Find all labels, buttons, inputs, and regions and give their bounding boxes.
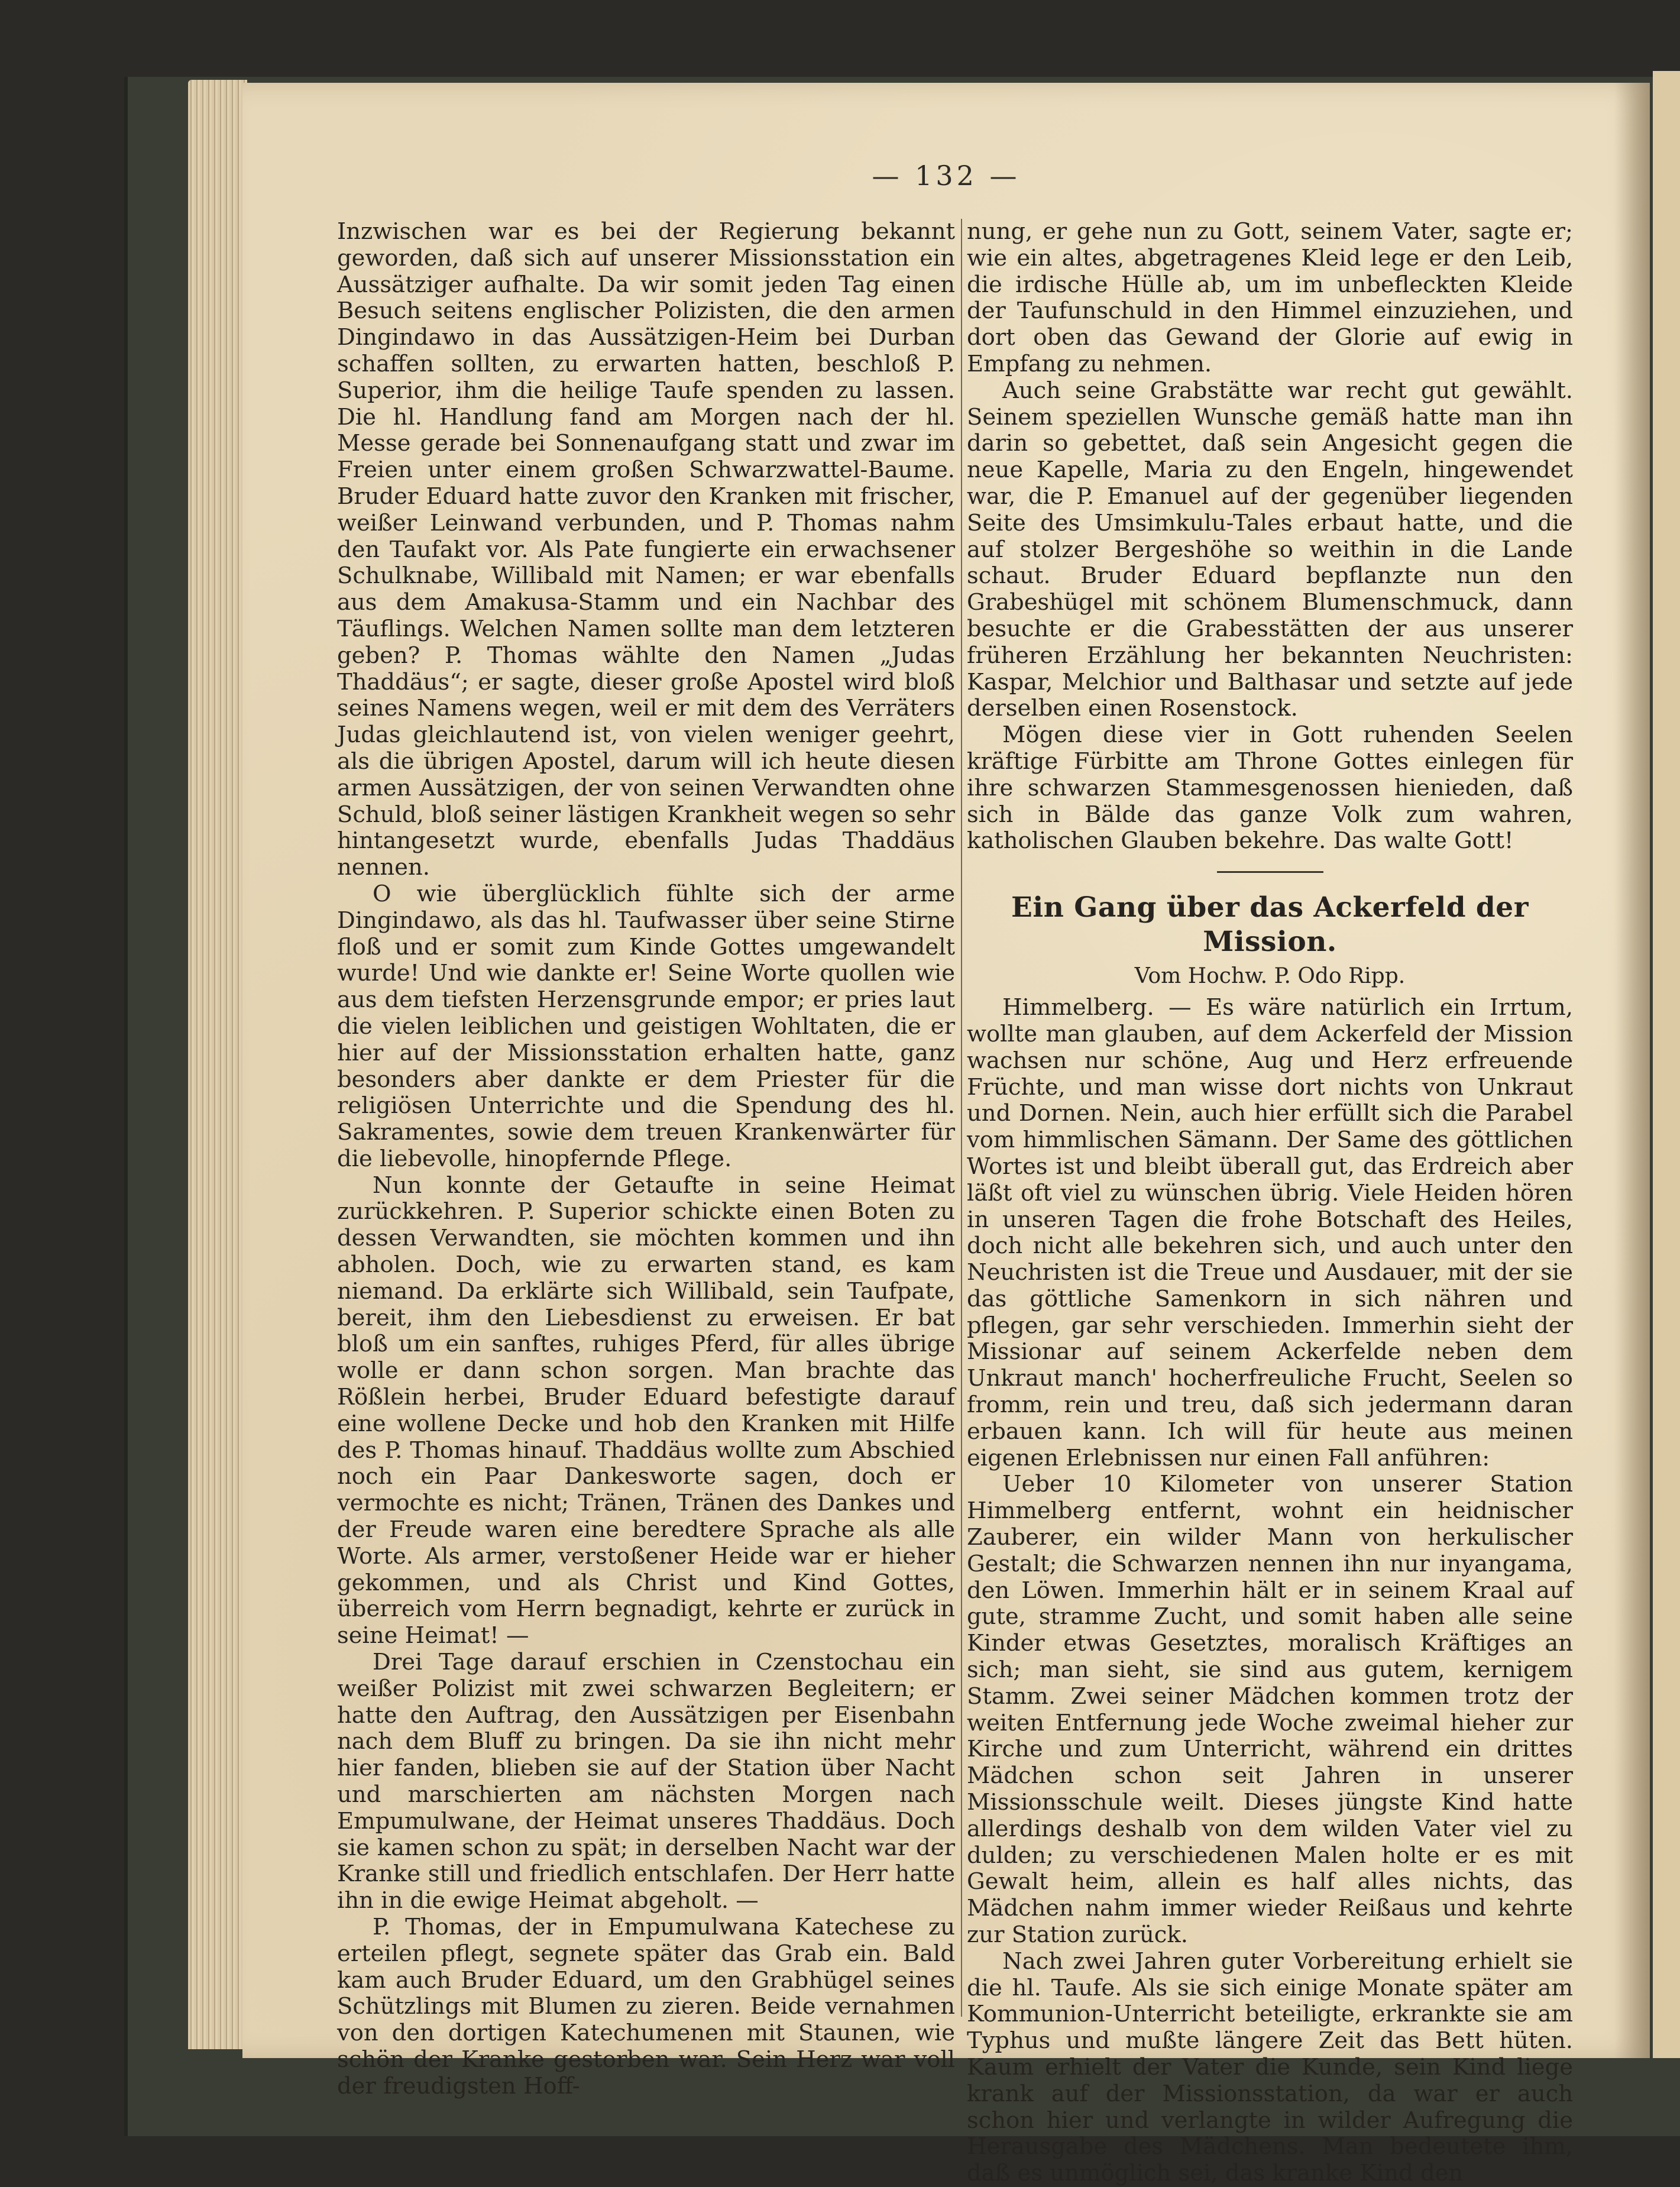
article-byline: Vom Hochw. P. Odo Ripp. [1134, 964, 1406, 989]
section-separator [1217, 871, 1323, 873]
paragraph: P. Thomas, der in Empumulwana Katechese zu erteilen pflegt, segnete später das Grab ein. Bald kam auch Bruder Eduard, um den Grabhügel seines Schützlings mit Blumen zu zieren. Beide vernahmen von den dortigen Katechumenen mit Staunen, wie schön der Kranke gestorben war. Sein Herz war voll der freudigsten Hoff- [337, 1914, 955, 2099]
facing-page-edge [1653, 71, 1680, 2058]
paragraph: Nach zwei Jahren guter Vorbereitung erhielt sie die hl. Taufe. Als sie sich einige Monate später am Kommunion-Unterricht beteiligte, erkrankte sie am Typhus und mußte längere Zeit das Bett hüten. Kaum erhielt der Vater die Kunde, sein Kind liege krank auf der Missionsstation, da war er auch schon hier und verlangte in wilder Aufregung die Herausgabe des Mädchens. Man bedeutete ihm, daß es unmöglich sei, das kranke Kind den [967, 1947, 1573, 2187]
article-title: Ein Gang über das Ackerfeld der Mission. [1011, 891, 1529, 959]
paragraph: Inzwischen war es bei der Regierung bekannt geworden, daß sich auf unserer Missionsstation ein Aussätziger aufhalte. Da wir somit jeden Tag einen Besuch seitens englischer Polizisten, die den armen Dingindawo in das Aussätzigen-Heim bei Durban schaffen sollten, zu erwarten hatten, beschloß P. Superior, ihm die heilige Taufe spenden zu lassen. Die hl. Handlung fand am Morgen nach der hl. Messe gerade bei Sonnenaufgang statt und zwar im Freien unter einem großen Schwarzwattel-Baume. Bruder Eduard hatte zuvor den Kranken mit frischer, weißer Leinwand verbunden, und P. Thomas nahm den Taufakt vor. Als Pate fungierte ein erwachsener Schulknabe, Willibald mit Namen; er war ebenfalls aus dem Amakusa-Stamm und ein Nachbar des Täuflings. Welchen Namen sollte man dem letzteren geben? P. Thomas wählte den Namen „Judas Thaddäus“; er sagte, dieser große Apostel wird bloß seines Namens wegen, weil er mit dem des Verräters Judas gleichlautend ist, von vielen weniger geehrt, als die übrigen Apostel, darum will ich heute diesen armen Aussätzigen, der von seinen Verwandten ohne Schuld, bloß seiner lästigen Krankheit wegen so sehr hintangesetzt wurde, ebenfalls Judas Thaddäus nennen. [337, 218, 955, 881]
paragraph: Nun konnte der Getaufte in seine Heimat zurückkehren. P. Superior schickte einen Boten zu dessen Verwandten, sie möchten kommen und ihn abholen. Doch, wie zu erwarten stand, es kam niemand. Da erklärte sich Willibald, sein Taufpate, bereit, ihm den Liebesdienst zu erweisen. Er bat bloß um ein sanftes, ruhiges Pferd, für alles übrige wolle er dann schon sorgen. Man brachte das Rößlein herbei, Bruder Eduard befestigte darauf eine wollene Decke und hob den Kranken mit Hilfe des P. Thomas hinauf. Thaddäus wollte zum Abschied noch ein Paar Dankesworte sagen, doch er vermochte es nicht; Tränen, Tränen des Dankes und der Freude waren eine beredtere Sprache als alle Worte. Als armer, verstoßener Heide war er hieher gekommen, und als Christ und Kind Gottes, überreich vom Herrn begnadigt, kehrte er zurück in seine Heimat! — [337, 1172, 955, 1649]
paragraph: Himmelberg. — Es wäre natürlich ein Irrtum, wollte man glauben, auf dem Ackerfeld der Mission wachsen nur schöne, Aug und Herz erfreuende Früchte, und man wisse dort nichts von Unkraut und Dornen. Nein, auch hier erfüllt sich die Parabel vom himmlischen Sämann. Der Same des göttlichen Wortes ist und bleibt überall gut, das Erdreich aber läßt oft viel zu wünschen übrig. Viele Heiden hören in unseren Tagen die frohe Botschaft des Heiles, doch nicht alle bekehren sich, und auch unter den Neuchristen ist die Treue und Ausdauer, mit der sie das göttliche Samenkorn in sich nähren und pflegen, gar sehr verschieden. Immerhin sieht der Missionar auf seinem Ackerfelde neben dem Unkraut manch' hocherfreuliche Frucht, Seelen so fromm, rein und treu, daß sich jedermann daran erbauen kann. Ich will für heute aus meinen eigenen Erlebnissen nur einen Fall anführen: [967, 994, 1573, 1471]
spine-shadow [1614, 83, 1650, 2058]
paragraph: Mögen diese vier in Gott ruhenden Seelen kräftige Fürbitte am Throne Gottes einlegen für ihre schwarzen Stammesgenossen hienieden, daß sich in Bälde das ganze Volk zum wahren, katholischen Glauben bekehre. Das walte Gott! [967, 722, 1573, 855]
right-column [967, 219, 1573, 2187]
page-number: — 132 — [872, 160, 1021, 192]
column-divider [961, 219, 962, 2017]
paragraph: O wie überglücklich fühlte sich der arme Dingindawo, als das hl. Taufwasser über seine Stirne floß und er somit zum Kinde Gottes umgewandelt wurde! Und wie dankte er! Seine Worte quollen wie aus dem tiefsten Herzensgrunde empor; er pries laut die vielen leiblichen und geistigen Wohltaten, die er hier auf der Missionsstation erhalten hatte, ganz besonders aber dankte er dem Priester für die religiösen Unterrichte und die Spendung des hl. Sakramentes, sowie dem treuen Krankenwärter für die liebevolle, hinopfernde Pflege. [337, 880, 955, 1172]
book-page [242, 83, 1650, 2187]
left-column [337, 219, 955, 2100]
paragraph: Drei Tage darauf erschien in Czenstochau ein weißer Polizist mit zwei schwarzen Begleitern; er hatte den Auftrag, den Aussätzigen per Eisenbahn nach dem Bluff zu bringen. Da sie ihn nicht mehr hier fanden, blieben sie auf der Station über Nacht und marschierten am nächsten Morgen nach Empumulwane, der Heimat unseres Thaddäus. Doch sie kamen schon zu spät; in derselben Nacht war der Kranke still und friedlich entschlafen. Der Herr hatte ihn in die ewige Heimat abgeholt. — [337, 1649, 955, 1914]
paragraph: nung, er gehe nun zu Gott, seinem Vater, sagte er; wie ein altes, abgetragenes Kleid lege er den Leib, die irdische Hülle ab, um im unbefleckten Kleide der Taufunschuld in den Himmel einzuziehen, und dort oben das Gewand der Glorie auf ewig in Empfang zu nehmen. [967, 218, 1573, 377]
paragraph: Auch seine Grabstätte war recht gut gewählt. Seinem speziellen Wunsche gemäß hatte man ihn darin so gebettet, daß sein Angesicht gegen die neue Kapelle, Maria zu den Engeln, hingewendet war, die P. Emanuel auf der gegenüber liegenden Seite des Umsimkulu-Tales erbaut hatte, und die auf stolzer Bergeshöhe so weithin in die Lande schaut. Bruder Eduard bepflanzte nun den Grabeshügel mit schönem Blumenschmuck, dann besuchte er die Grabesstätten der aus unserer früheren Erzählung her bekannten Neuchristen: Kaspar, Melchior und Balthasar und setzte auf jede derselben einen Rosenstock. [967, 377, 1573, 722]
paragraph: Ueber 10 Kilometer von unserer Station Himmelberg entfernt, wohnt ein heidnischer Zauberer, ein wilder Mann von herkulischer Gestalt; die Schwarzen nennen ihn nur inyangama, den Löwen. Immerhin hält er in seinem Kraal auf gute, stramme Zucht, und somit haben alle seine Kinder etwas Gesetztes, moralisch Kräftiges an sich; man sieht, sie sind aus gutem, kernigem Stamm. Zwei seiner Mädchen kommen trotz der weiten Entfernung jede Woche zweimal hieher zur Kirche und zum Unterricht, während ein drittes Mädchen schon seit Jahren in unserer Missionsschule weilt. Dieses jüngste Kind hatte allerdings deshalb von dem wilden Vater viel zu dulden; zu verschiedenen Malen holte er es mit Gewalt heim, allein es half alles nichts, das Mädchen nahm immer wieder Reißaus und kehrte zur Station zurück. [967, 1471, 1573, 1949]
page-stack-edges [188, 80, 247, 2049]
